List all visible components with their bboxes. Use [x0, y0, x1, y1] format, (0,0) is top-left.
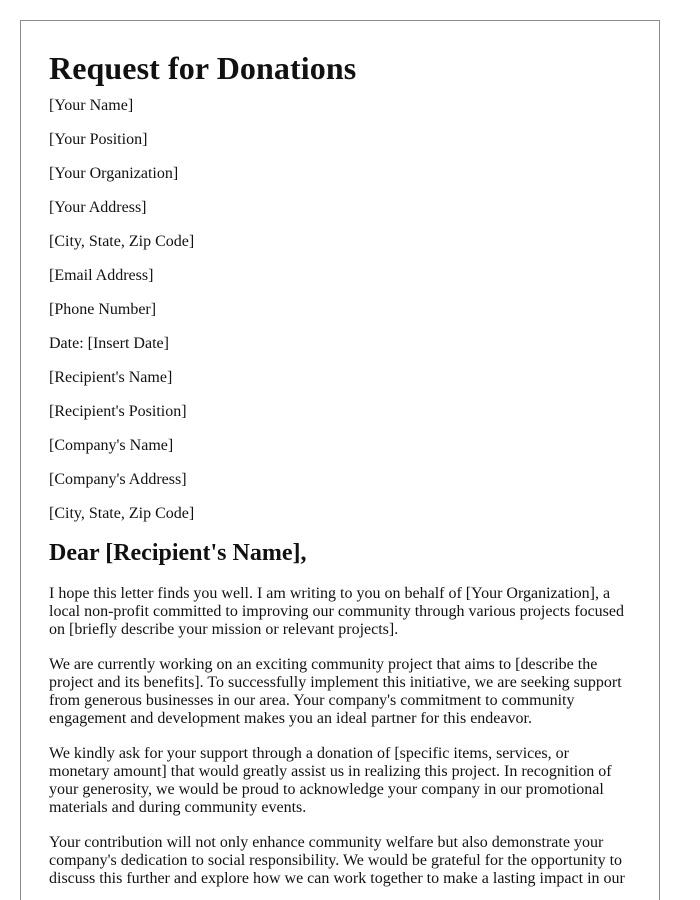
sender-block	[49, 97, 631, 319]
sender-city-state-zip: [City, State, Zip Code]	[49, 233, 195, 250]
recipient-company-address: [Company's Address]	[49, 471, 187, 488]
letter-page	[20, 20, 660, 900]
sender-address: [Your Address]	[49, 199, 147, 216]
recipient-name: [Recipient's Name]	[49, 369, 173, 386]
body-paragraph-intro: I hope this letter finds you well. I am writing to you on behalf of [Your Organization], a local non-profit committed to improving our community through various projects focused on [briefly describe your mission or relevant projects].	[49, 585, 624, 638]
recipient-city-state-zip: [City, State, Zip Code]	[49, 505, 195, 522]
letter-date: Date: [Insert Date]	[49, 335, 169, 352]
sender-name: [Your Name]	[49, 97, 134, 114]
recipient-position: [Recipient's Position]	[49, 403, 187, 420]
body-paragraph-request: We kindly ask for your support through a donation of [specific items, services, or monetary amount] that would greatly assist us in realizing this project. In recognition of your generosity, we would be proud to acknowledge your company in our promotional materials and during community events.	[49, 745, 612, 816]
body-paragraph-project: We are currently working on an exciting community project that aims to [describe the project and its benefits]. To successfully implement this initiative, we are seeking support from generous businesses in our area. Your company's commitment to community engagement and development makes you an ideal partner for this endeavor.	[49, 656, 622, 727]
letter-body	[49, 585, 631, 888]
recipient-company: [Company's Name]	[49, 437, 174, 454]
sender-position: [Your Position]	[49, 131, 148, 148]
letter-title: Request for Donations	[49, 50, 357, 86]
sender-organization: [Your Organization]	[49, 165, 179, 182]
sender-phone: [Phone Number]	[49, 301, 157, 318]
recipient-block	[49, 369, 631, 523]
salutation: Dear [Recipient's Name],	[49, 540, 307, 566]
body-paragraph-contribution: Your contribution will not only enhance community welfare but also demonstrate your company's dedication to social responsibility. We would be grateful for the opportunity to discuss this further and explore how we can work together to make a lasting impact in our	[49, 834, 625, 887]
sender-email: [Email Address]	[49, 267, 154, 284]
